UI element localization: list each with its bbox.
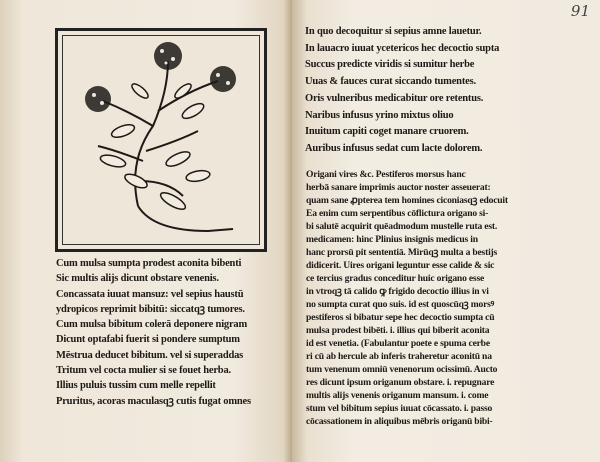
commentary-line: bi salutē acquirit quēadmodum mustelle ruta est. xyxy=(306,221,498,232)
verse-line: Pruritus, acoras maculasqꝫ cutis fugat omnes xyxy=(56,395,251,407)
commentary-line: didicerit. Uires origani leguntur esse calide & sic xyxy=(306,260,495,271)
commentary-line: cōcassationem in aliquibus mēbris origanū bibi- xyxy=(306,416,493,427)
commentary-line: multis alijs venenis origanum mansum. i. come xyxy=(306,390,489,401)
commentary-line: pestiferos si bibatur sepe hec decoctio sumpta cū xyxy=(306,312,495,323)
commentary-line: herbā sanare imprimis auctor noster asseuerat: xyxy=(306,182,491,193)
verse-line: Sic multis alijs dicunt obstare venenis. xyxy=(56,273,219,285)
commentary-line: quam sane ꝓpterea tem homines ciconiasqꝫ edocuit xyxy=(306,195,508,206)
verse-line: Concassata iuuat mansuz: vel sepius haustū xyxy=(56,288,244,300)
verse-line: Tritum vel cocta mulier si se fouet herba. xyxy=(56,365,231,377)
verse-line: Cum mulsa sumpta prodest aconita bibenti xyxy=(56,258,242,269)
commentary-line: stum vel bibitum sepius iuuat cōcassato. i. passo xyxy=(306,403,493,414)
verse-line: Auribus infusus sedat cum lacte dolorem. xyxy=(305,142,483,154)
commentary-line: res dicunt ipsum origanum obstare. i. repugnare xyxy=(306,377,495,388)
left-verses xyxy=(56,256,251,409)
commentary-line: Origani vires &c. Pestiferos morsus hanc xyxy=(306,169,466,180)
commentary-line: id est venetia. (Fabulantur poete e spuma cerbe xyxy=(306,338,490,349)
verse-line: Succus predicte viridis si sumitur herbe xyxy=(305,59,475,71)
verse-line: Inuitum capiti coget manare cruorem. xyxy=(305,126,469,138)
commentary-line: tum venenum omniū venenorum ocissimū. Aucto xyxy=(306,364,498,375)
verse-line: ydropicos reprimit bibitū: siccatqꝫ tumores. xyxy=(56,303,245,315)
commentary-line: medicamen: hinc Plinius insignis medicus in xyxy=(306,234,478,245)
verse-line: Illius puluis tussim cum melle repellit xyxy=(56,380,216,392)
verse-line: Dicunt optafabi fuerit si pondere sumptum xyxy=(56,334,240,346)
left-page xyxy=(0,0,292,462)
verse-line: Mēstrua deducet bibitum. vel si superaddas xyxy=(56,349,244,361)
commentary-line: ri cū ab hercule ab inferis traheretur aconitū na xyxy=(306,351,492,362)
botanical-woodcut-illustration xyxy=(55,28,267,252)
commentary xyxy=(306,168,508,428)
right-verses xyxy=(305,24,499,158)
verse-line: In lauacro iuuat ycetericos hec decoctio supta xyxy=(305,42,500,54)
commentary-line: hanc prorsū pit sententiā. Mirūqꝫ multa a bestijs xyxy=(306,247,498,258)
verse-line: Naribus infusus yrino mixtus oliuo xyxy=(305,109,454,121)
verse-line: Oris vulneribus medicabitur ore retentus. xyxy=(305,92,484,104)
commentary-line: Ea enim cum serpentibus cōflictura origano si- xyxy=(306,208,489,219)
page-number: 91 xyxy=(570,2,590,20)
commentary-line: mulsa prodest bibēti. i. illius qui biberit aconita xyxy=(306,325,490,336)
verse-line: Cum mulsa bibitum colerā deponere nigram xyxy=(56,319,248,331)
commentary-line: no sumpta curat quo suis. id est quoscūqꝫ morsꝰ xyxy=(306,299,495,310)
origanum-plant-icon xyxy=(58,31,264,249)
commentary-line: in vtroqꝫ tā calido ꝙ frigido decoctio illius in vi xyxy=(306,286,489,297)
verse-line: In quo decoquitur si sepius amne lauetur. xyxy=(305,26,482,37)
verse-line: Uuas & fauces curat siccando tumentes. xyxy=(305,76,476,88)
commentary-line: ce tercius gradus conceditur huic origano esse xyxy=(306,273,485,284)
